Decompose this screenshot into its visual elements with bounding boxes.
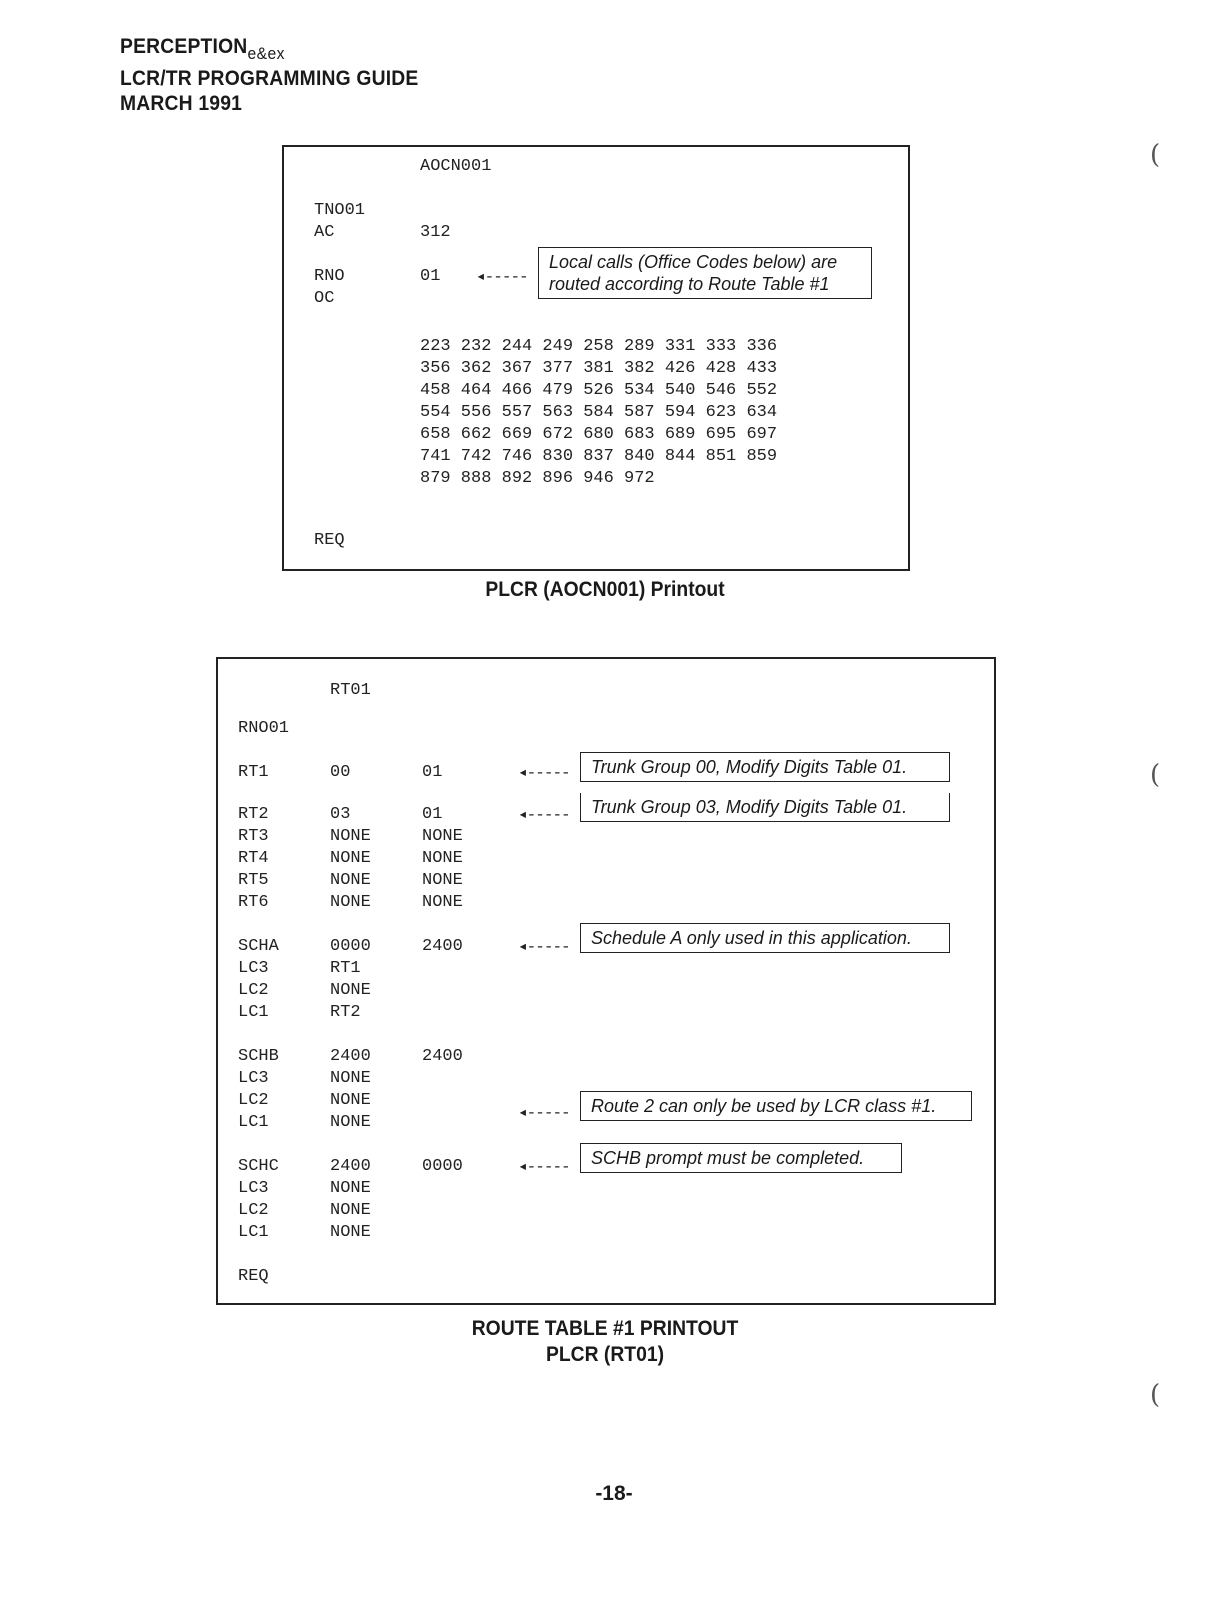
req-prompt: REQ <box>238 1267 269 1286</box>
table-cell: SCHB <box>238 1047 279 1066</box>
rno-value: 01 <box>420 267 441 286</box>
caption-line: PLCR (RT01) <box>545 1343 665 1366</box>
table-cell: RT1 <box>330 959 361 978</box>
callout-line: routed according to Route Table #1 <box>549 274 830 294</box>
table-cell: 2400 <box>330 1047 371 1066</box>
product-name: PERCEPTION <box>120 35 248 58</box>
table-cell: NONE <box>422 893 463 912</box>
table-cell: NONE <box>330 1201 371 1220</box>
table-cell: 00 <box>330 763 351 782</box>
ac-value: 312 <box>420 223 451 242</box>
office-code-row: 554 556 557 563 584 587 594 623 634 <box>420 403 778 422</box>
office-code-row: 879 888 892 896 946 972 <box>420 469 655 488</box>
office-code-row: 458 464 466 479 526 534 540 546 552 <box>420 381 778 400</box>
table-cell: 2400 <box>330 1157 371 1176</box>
oc-label: OC <box>314 289 335 308</box>
table-cell: NONE <box>330 827 371 846</box>
arrow-left-icon: ◂----- <box>518 806 570 824</box>
table-cell: NONE <box>330 1113 371 1132</box>
binder-hole-mark: ( <box>1150 760 1161 790</box>
schb-callout: SCHB prompt must be completed. <box>580 1143 902 1173</box>
table-cell: SCHA <box>238 937 279 956</box>
table-cell: RT4 <box>238 849 269 868</box>
table-cell: NONE <box>422 849 463 868</box>
schedule-a-callout: Schedule A only used in this application. <box>580 923 950 953</box>
page-number: -18- <box>595 1482 633 1505</box>
caption-line: ROUTE TABLE #1 PRINTOUT <box>471 1317 739 1340</box>
table-cell: NONE <box>330 849 371 868</box>
arrow-left-icon: ◂----- <box>518 1158 570 1176</box>
table-cell: LC2 <box>238 1201 269 1220</box>
table-cell: 01 <box>422 763 443 782</box>
ac-label: AC <box>314 223 335 242</box>
table-cell: RT3 <box>238 827 269 846</box>
header-line-2: LCR/TR PROGRAMMING GUIDE <box>120 67 419 90</box>
table-cell: NONE <box>330 871 371 890</box>
table-cell: LC3 <box>238 1179 269 1198</box>
table-cell: LC2 <box>238 981 269 1000</box>
trunk-group-00-callout: Trunk Group 00, Modify Digits Table 01. <box>580 752 950 782</box>
rno-label: RNO <box>314 267 345 286</box>
table-cell: 2400 <box>422 1047 463 1066</box>
local-calls-callout <box>538 247 872 299</box>
binder-hole-mark: ( <box>1150 140 1161 170</box>
tno-label: TNO01 <box>314 201 366 220</box>
arrow-left-icon: ◂----- <box>518 938 570 956</box>
table-cell: 01 <box>422 805 443 824</box>
rt01-title: RT01 <box>330 681 371 700</box>
office-code-row: 356 362 367 377 381 382 426 428 433 <box>420 359 778 378</box>
table-cell: LC3 <box>238 959 269 978</box>
table-cell: LC3 <box>238 1069 269 1088</box>
table-cell: NONE <box>330 1069 371 1088</box>
table-cell: NONE <box>330 1179 371 1198</box>
table-cell: NONE <box>330 1091 371 1110</box>
arrow-left-icon: ◂----- <box>476 268 528 286</box>
table-cell: RT6 <box>238 893 269 912</box>
aocn-title: AOCN001 <box>420 157 492 176</box>
table-cell: RT2 <box>238 805 269 824</box>
rno-label: RNO01 <box>238 719 290 738</box>
binder-hole-mark: ( <box>1150 1380 1161 1410</box>
arrow-left-icon: ◂----- <box>518 764 570 782</box>
route-2-callout: Route 2 can only be used by LCR class #1. <box>580 1091 972 1121</box>
header-line-3: MARCH 1991 <box>120 92 243 115</box>
office-code-row: 658 662 669 672 680 683 689 695 697 <box>420 425 778 444</box>
table-cell: SCHC <box>238 1157 279 1176</box>
table-cell: 2400 <box>422 937 463 956</box>
table-cell: LC1 <box>238 1003 269 1022</box>
req-prompt: REQ <box>314 531 345 550</box>
product-suffix: e&ex <box>247 44 285 63</box>
arrow-left-icon: ◂----- <box>518 1104 570 1122</box>
table-cell: LC1 <box>238 1223 269 1242</box>
table-cell: LC2 <box>238 1091 269 1110</box>
aocn-caption: PLCR (AOCN001) Printout <box>485 578 725 601</box>
office-code-row: 223 232 244 249 258 289 331 333 336 <box>420 337 778 356</box>
table-cell: 0000 <box>330 937 371 956</box>
table-cell: NONE <box>422 871 463 890</box>
table-cell: NONE <box>330 1223 371 1242</box>
document-header <box>120 34 419 116</box>
table-cell: NONE <box>422 827 463 846</box>
table-cell: RT2 <box>330 1003 361 1022</box>
table-cell: RT5 <box>238 871 269 890</box>
table-cell: 03 <box>330 805 351 824</box>
header-line-1 <box>120 34 419 66</box>
rt01-caption <box>416 1316 793 1368</box>
trunk-group-03-callout: Trunk Group 03, Modify Digits Table 01. <box>580 793 950 822</box>
table-cell: NONE <box>330 893 371 912</box>
table-cell: NONE <box>330 981 371 1000</box>
table-cell: LC1 <box>238 1113 269 1132</box>
office-code-row: 741 742 746 830 837 840 844 851 859 <box>420 447 778 466</box>
callout-line: Local calls (Office Codes below) are <box>549 252 838 272</box>
table-cell: 0000 <box>422 1157 463 1176</box>
table-cell: RT1 <box>238 763 269 782</box>
